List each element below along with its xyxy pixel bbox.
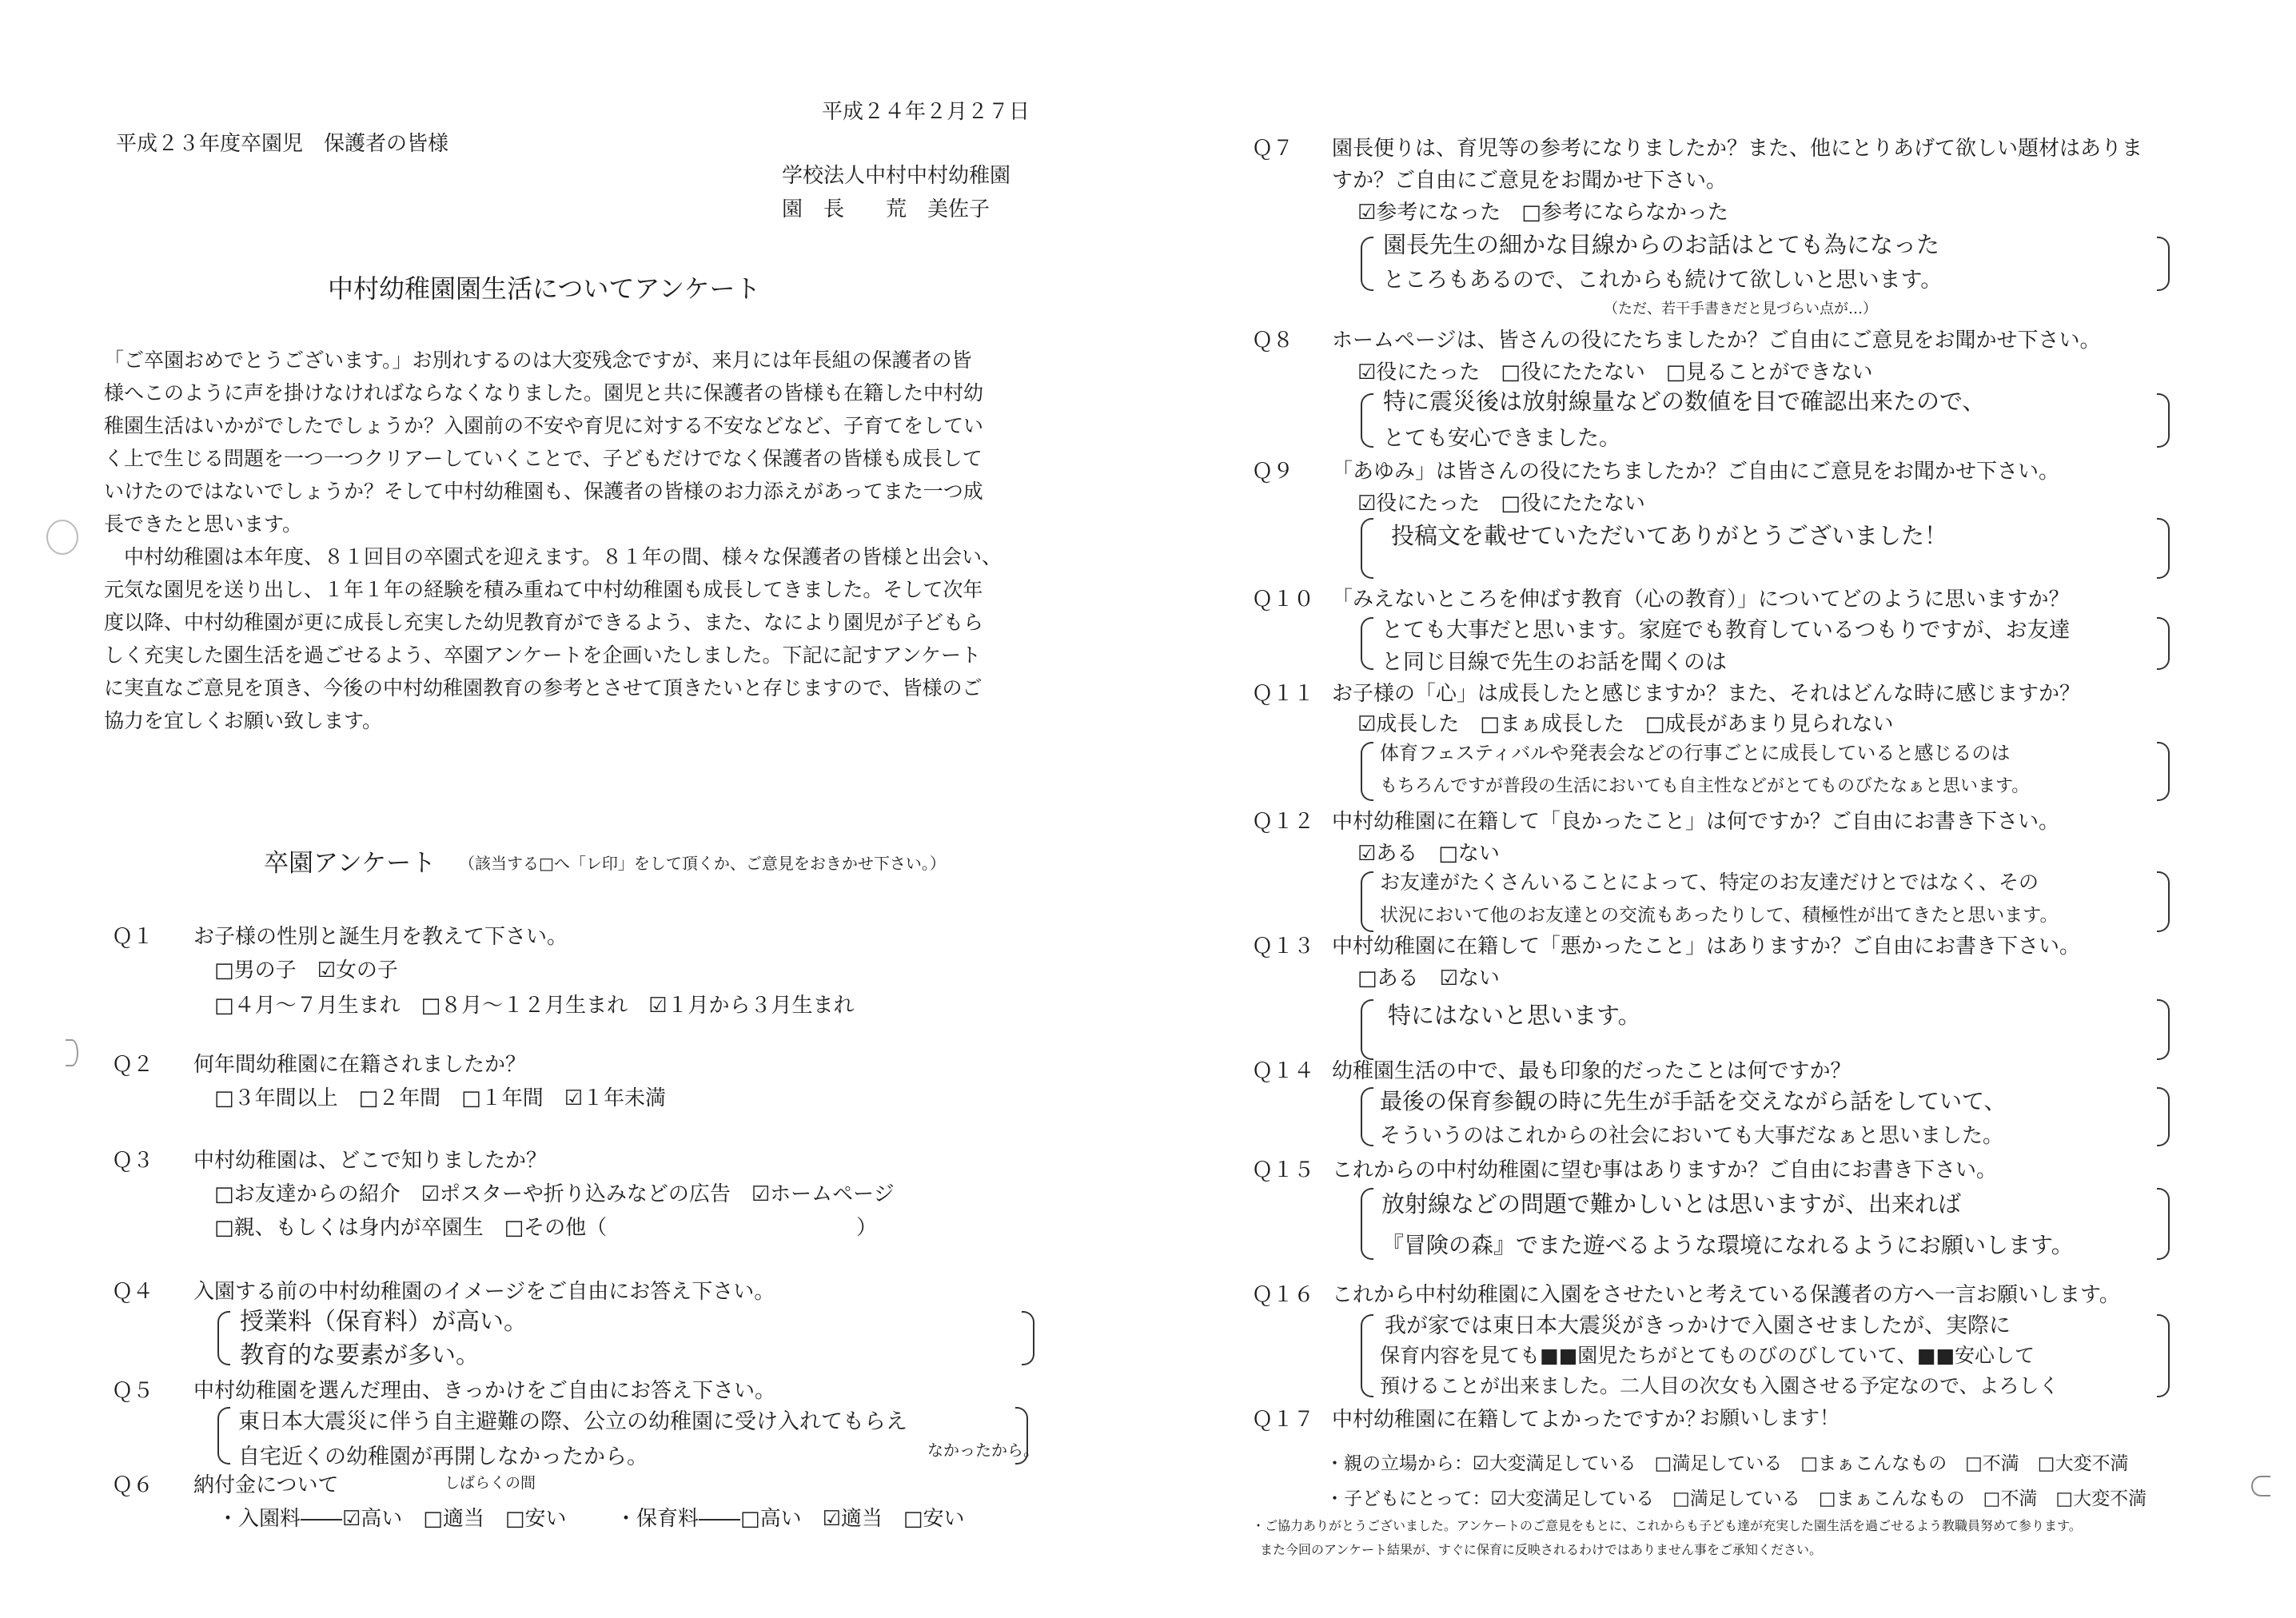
q7-options[interactable]: ☑参考になった □参考にならなかった bbox=[1357, 201, 1728, 225]
q15-question: これからの中村幼稚園に望む事はありますか？ご自由にお書き下さい。 bbox=[1332, 1158, 1998, 1182]
intro-line: しく充実した園生活を過ごせるよう、卒園アンケートを企画いたしました。下記に記すアンケート bbox=[104, 644, 982, 667]
q12-answer-line1: お友達がたくさんいることによって、特定のお友達だけとではなく、その bbox=[1380, 871, 2039, 894]
footer-notice: また今回のアンケート結果が、すぐに保育に反映されるわけではありません事をご承知ください。 bbox=[1260, 1542, 1823, 1557]
answer-bracket-left bbox=[1361, 999, 1373, 1060]
q5-handwritten-note: しばらくの間 bbox=[444, 1474, 536, 1492]
answer-bracket-right bbox=[1022, 1311, 1034, 1365]
q1-options-month[interactable]: □４月～７月生まれ □８月～１２月生まれ ☑１月から３月生まれ bbox=[214, 994, 855, 1018]
q3-options-2[interactable]: □親、もしくは身内が卒園生 □その他（ ） bbox=[214, 1216, 878, 1240]
answer-bracket-right bbox=[2157, 237, 2170, 291]
intro-line: 中村幼稚園は本年度、８１回目の卒園式を迎えます。８１年の間、様々な保護者の皆様と出会い、 bbox=[104, 545, 1003, 568]
q1-number: Ｑ１ bbox=[112, 925, 154, 949]
scan-mark bbox=[2251, 1476, 2270, 1496]
answer-bracket-right bbox=[2157, 871, 2170, 932]
answer-bracket-right bbox=[2157, 617, 2170, 670]
intro-text bbox=[104, 344, 1002, 737]
q10-question: 「みえないところを伸ばす教育（心の教育）」についてどのように思いますか？ bbox=[1332, 588, 2070, 612]
q13-question: 中村幼稚園に在籍して「悪かったこと」はありますか？ご自由にお書き下さい。 bbox=[1332, 935, 2081, 958]
q17-parent-options[interactable]: ・親の立場から：☑大変満足している □満足している □まぁこんなもの □不満 □大変不満 bbox=[1325, 1453, 2129, 1474]
answer-bracket-right bbox=[2157, 393, 2170, 448]
q3-question: 中村幼稚園は、どこで知りましたか？ bbox=[193, 1149, 548, 1173]
q13-answer-line1: 特にはないと思います。 bbox=[1388, 1002, 1641, 1029]
scan-mark bbox=[66, 1039, 78, 1066]
intro-line: 度以降、中村幼稚園が更に成長し充実した幼児教育ができるよう、また、なにより園児が子どもら bbox=[104, 611, 984, 634]
q9-answer-line1: 投稿文を載せていただいてありがとうございました！ bbox=[1391, 522, 1948, 549]
intro-line: に実直なご意見を頂き、今後の中村幼稚園教育の参考とさせて頂きたいと存じますので、皆様のご bbox=[104, 676, 983, 699]
recipient: 平成２３年度卒園児 保護者の皆様 bbox=[116, 132, 449, 156]
answer-bracket-right bbox=[2157, 999, 2170, 1060]
q5-answer-line1: 東日本大震災に伴う自主避難の際、公立の幼稚園に受け入れてもらえ bbox=[238, 1409, 907, 1434]
q13-number: Ｑ１３ bbox=[1252, 935, 1315, 958]
q3-options-1[interactable]: □お友達からの紹介 ☑ポスターや折り込みなどの広告 ☑ホームページ bbox=[214, 1182, 895, 1206]
survey-title: 卒園アンケート bbox=[264, 849, 436, 878]
answer-bracket-left bbox=[1361, 871, 1373, 932]
q4-answer-line2: 教育的な要素が多い。 bbox=[240, 1341, 480, 1369]
answer-bracket-left bbox=[1361, 237, 1373, 291]
q8-options[interactable]: ☑役にたった □役にたたない □見ることができない bbox=[1357, 361, 1873, 385]
q12-options[interactable]: ☑ある □ない bbox=[1357, 842, 1500, 866]
answer-bracket-left bbox=[1361, 1087, 1373, 1146]
q10-number: Ｑ１０ bbox=[1252, 588, 1315, 612]
footer-thanks: ・ご協力ありがとうございました。アンケートのご意見をもとに、これからも子ども達が充実した園生活を過ごせるよう教職員努めて参ります。 bbox=[1252, 1518, 2082, 1533]
q8-question: ホームページは、皆さんの役にたちましたか？ご自由にご意見をお聞かせ下さい。 bbox=[1332, 329, 2101, 353]
q17-child-options[interactable]: ・子どもにとって：☑大変満足している □満足している □まぁこんなもの □不満 □大変不満 bbox=[1325, 1488, 2147, 1509]
right-page bbox=[1148, 0, 2296, 1618]
intro-line: 長できたと思います。 bbox=[104, 512, 303, 536]
q15-answer-line1: 放射線などの問題で難かしいとは思いますが、出来れば bbox=[1381, 1190, 1962, 1217]
answer-bracket-left bbox=[217, 1407, 230, 1465]
intro-line: 様へこのように声を掛けなければならなくなりました。園児と共に保護者の皆様も在籍した中村幼 bbox=[104, 381, 984, 404]
q12-answer-line2: 状況において他のお友達との交流もあったりして、積極性が出てきたと思います。 bbox=[1380, 905, 2059, 926]
answer-bracket-left bbox=[1361, 617, 1373, 670]
intro-line: 稚園生活はいかがでしたでしょうか？入園前の不安や育児に対する不安などなど、子育てをしてい bbox=[104, 414, 984, 437]
q11-answer-line1: 体育フェスティバルや発表会などの行事ごとに成長していると感じるのは bbox=[1380, 742, 2011, 764]
q12-number: Ｑ１２ bbox=[1252, 810, 1315, 834]
survey-note: （該当する□へ「レ印」をして頂くか、ご意見をおきかせ下さい。） bbox=[459, 854, 946, 873]
principal: 園 長 荒 美佐子 bbox=[782, 197, 991, 221]
q5-answer-line1-cont: なかったから。 bbox=[927, 1441, 1039, 1460]
intro-line: いけたのではないでしょうか？そして中村幼稚園も、保護者の皆様のお力添えがあってまた一つ成 bbox=[104, 480, 983, 503]
q7-number: Ｑ７ bbox=[1252, 137, 1294, 161]
q9-question: 「あゆみ」は皆さんの役にたちましたか？ご自由にご意見をお聞かせ下さい。 bbox=[1332, 460, 2060, 484]
intro-line: く上で生じる問題を一つ一つクリアーしていくことで、子どもだけでなく保護者の皆様も成長して bbox=[104, 447, 983, 470]
date: 平成２４年２月２７日 bbox=[822, 100, 1030, 124]
answer-bracket-right bbox=[2157, 1314, 2170, 1397]
q9-number: Ｑ９ bbox=[1252, 460, 1294, 484]
q2-number: Ｑ２ bbox=[112, 1053, 154, 1077]
q2-options[interactable]: □３年間以上 □２年間 □１年間 ☑１年未満 bbox=[214, 1086, 667, 1110]
answer-bracket-left bbox=[1361, 742, 1373, 801]
q10-answer-line2: と同じ目線で先生のお話を聞くのは bbox=[1381, 650, 1727, 675]
q2-question: 何年間幼稚園に在籍されましたか？ bbox=[193, 1053, 527, 1077]
q4-number: Ｑ４ bbox=[112, 1280, 154, 1304]
answer-bracket-right bbox=[2157, 518, 2170, 579]
q5-number: Ｑ５ bbox=[112, 1379, 154, 1403]
q16-answer-line2: 保育内容を見ても■■園児たちがとてものびのびしていて、■■安心して bbox=[1380, 1344, 2035, 1367]
q10-answer-line1: とても大事だと思います。家庭でも教育しているつもりですが、お友達 bbox=[1381, 618, 2071, 643]
q16-question: これから中村幼稚園に入園をさせたいと考えている保護者の方へ一言お願いします。 bbox=[1332, 1283, 2120, 1307]
answer-bracket-left bbox=[1361, 393, 1373, 448]
q7-question-line2: すか？ご自由にご意見をお聞かせ下さい。 bbox=[1332, 169, 1728, 193]
q6-tuition-options[interactable]: ・保育料――□高い ☑適当 □安い bbox=[616, 1507, 965, 1531]
answer-bracket-right bbox=[2157, 1087, 2170, 1146]
q6-question: 納付金について bbox=[193, 1473, 339, 1497]
q11-options[interactable]: ☑成長した □まぁ成長した □成長があまり見られない bbox=[1357, 712, 1894, 736]
q8-answer-line1: 特に震災後は放射線量などの数値を目で確認出来たので、 bbox=[1383, 388, 1986, 415]
q6-entrance-fee-options[interactable]: ・入園料――☑高い □適当 □安い bbox=[217, 1507, 567, 1531]
q14-answer-line1: 最後の保育参観の時に先生が手話を交えながら話をしていて、 bbox=[1380, 1088, 2007, 1114]
q4-answer-line1: 授業料（保育料）が高い。 bbox=[240, 1308, 528, 1336]
intro-line: 元気な園児を送り出し、１年１年の経験を積み重ねて中村幼稚園も成長してきました。そして次年 bbox=[104, 578, 983, 601]
q5-answer-line2: 自宅近くの幼稚園が再開しなかったから。 bbox=[238, 1445, 648, 1469]
q16-answer-line1: 我が家では東日本大震災がきっかけで入園させましたが、実際に bbox=[1385, 1313, 2011, 1338]
answer-bracket-right bbox=[2157, 1188, 2170, 1260]
q7-question-line1: 園長便りは、育児等の参考になりましたか？また、他にとりあげて欲しい題材はありま bbox=[1332, 137, 2143, 161]
answer-bracket-right bbox=[2157, 742, 2170, 801]
q17-question: 中村幼稚園に在籍してよかったですか？ bbox=[1332, 1408, 1707, 1432]
q4-question: 入園する前の中村幼稚園のイメージをご自由にお答え下さい。 bbox=[193, 1280, 775, 1304]
q15-number: Ｑ１５ bbox=[1252, 1158, 1315, 1182]
scan-mark bbox=[46, 520, 78, 555]
intro-line: 「ご卒園おめでとうございます。」お別れするのは大変残念ですが、来月には年長組の保護者の皆 bbox=[104, 349, 972, 372]
q14-number: Ｑ１４ bbox=[1252, 1059, 1315, 1083]
q16-answer-line3: 預けることが出来ました。二人目の次女も入園させる予定なので、よろしく bbox=[1380, 1374, 2059, 1397]
q7-answer-line2: ところもあるので、これからも続けて欲しいと思います。 bbox=[1383, 268, 1943, 293]
q1-options-gender[interactable]: □男の子 ☑女の子 bbox=[214, 958, 398, 982]
q11-number: Ｑ１１ bbox=[1252, 682, 1315, 706]
q16-answer-line4: お願いします！ bbox=[1700, 1406, 1840, 1429]
page-title: 中村幼稚園園生活についてアンケート bbox=[328, 273, 761, 304]
q1-question: お子様の性別と誕生月を教えて下さい。 bbox=[193, 925, 568, 949]
q3-number: Ｑ３ bbox=[112, 1149, 154, 1173]
q12-question: 中村幼稚園に在籍して「良かったこと」は何ですか？ご自由にお書き下さい。 bbox=[1332, 810, 2060, 834]
q14-answer-line2: そういうのはこれからの社会においても大事だなぁと思いました。 bbox=[1380, 1124, 2004, 1148]
q5-question: 中村幼稚園を選んだ理由、きっかけをご自由にお答え下さい。 bbox=[193, 1379, 776, 1403]
q14-question: 幼稚園生活の中で、最も印象的だったことは何ですか？ bbox=[1332, 1059, 1852, 1083]
q7-answer-line1: 園長先生の細かな目線からのお話はとても為になった bbox=[1383, 231, 1940, 258]
intro-line: 協力を宜しくお願い致します。 bbox=[104, 709, 383, 732]
q16-number: Ｑ１６ bbox=[1252, 1283, 1315, 1307]
answer-bracket-left bbox=[1361, 518, 1373, 579]
q11-answer-line2: もちろんですが普段の生活においても自主性などがとてものびたなぁと思います。 bbox=[1380, 776, 2030, 796]
q11-question: お子様の「心」は成長したと感じますか？また、それはどんな時に感じますか？ bbox=[1332, 682, 2081, 706]
q7-answer-note: （ただ、若干手書きだと見づらい点が…） bbox=[1604, 301, 1877, 317]
q8-answer-line2: とても安心できました。 bbox=[1383, 426, 1620, 451]
q13-options[interactable]: □ある ☑ない bbox=[1357, 966, 1500, 990]
q6-number: Ｑ６ bbox=[112, 1473, 154, 1497]
q17-number: Ｑ１７ bbox=[1252, 1408, 1315, 1432]
q9-options[interactable]: ☑役にたった □役にたたない bbox=[1357, 492, 1645, 516]
q8-number: Ｑ８ bbox=[1252, 329, 1294, 353]
answer-bracket-left bbox=[1361, 1188, 1373, 1260]
organization: 学校法人中村中村幼稚園 bbox=[782, 164, 1011, 188]
q15-answer-line2: 『冒険の森』でまた遊べるような環境になれるようにお願いします。 bbox=[1381, 1232, 2074, 1258]
answer-bracket-left bbox=[1361, 1314, 1373, 1397]
answer-bracket-left bbox=[217, 1311, 230, 1365]
